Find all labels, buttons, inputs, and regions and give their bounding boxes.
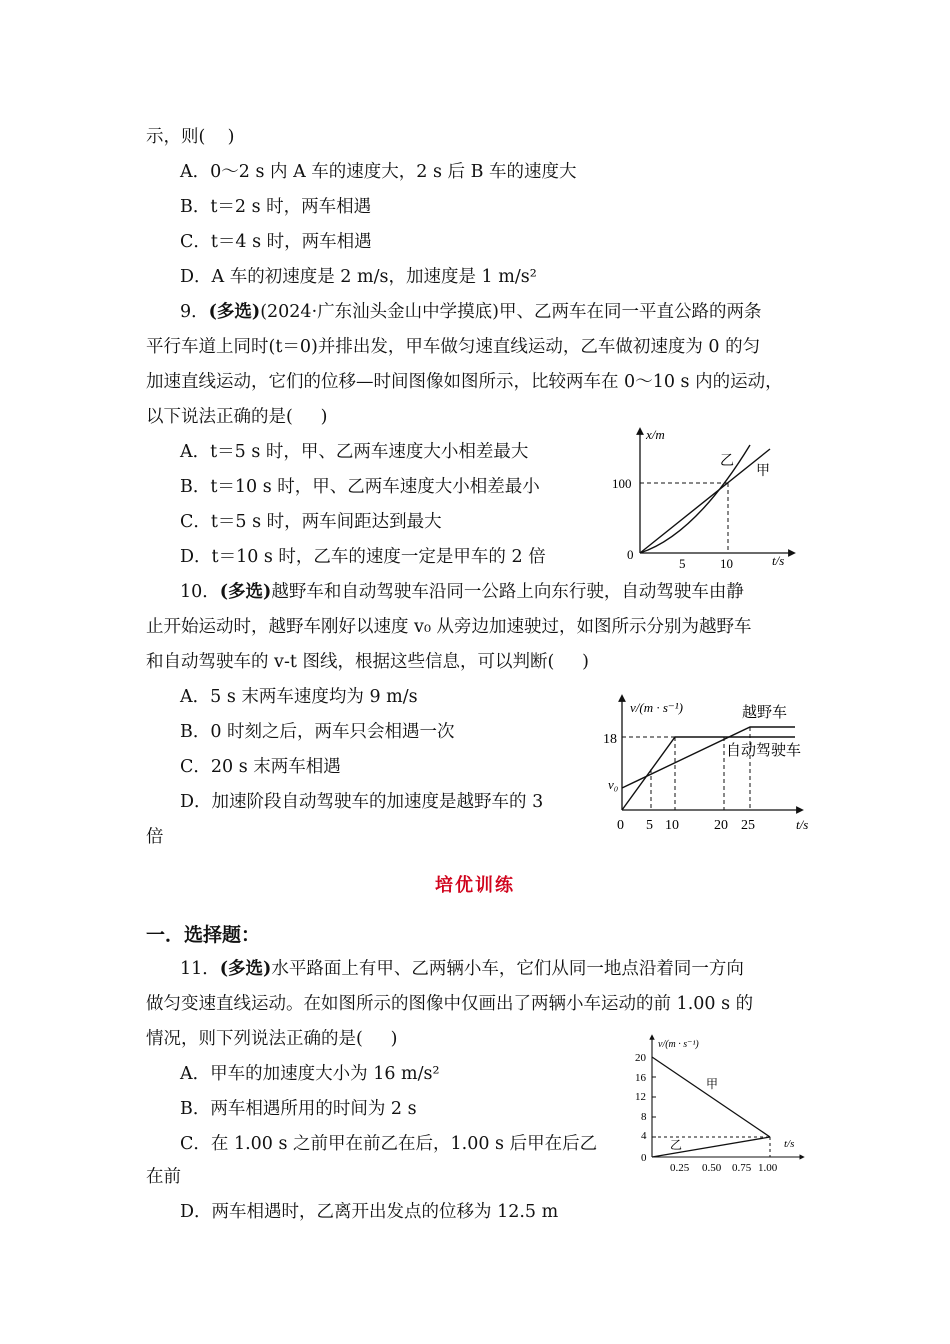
q11-stem-line3: 情况，则下列说法正确的是( ) (146, 1029, 398, 1049)
q11-option-b: B．两车相遇所用的时间为 2 s (180, 1099, 417, 1119)
fig3-xtick-050: 0.50 (702, 1162, 722, 1173)
q10-multi-tag: (多选) (219, 582, 272, 602)
q10-option-a: A．5 s 末两车速度均为 9 m/s (180, 687, 418, 707)
fig2-ytick-18: 18 (603, 732, 617, 747)
q11-option-d: D．两车相遇时，乙离开出发点的位移为 12.5 m (180, 1202, 559, 1222)
figure-vt-small-graph (630, 1033, 810, 1173)
fig3-ytick-12: 12 (635, 1091, 646, 1103)
fig2-xtick-20: 20 (714, 818, 728, 833)
fig2-xtick-10: 10 (665, 818, 679, 833)
fig3-xtick-025: 0.25 (670, 1162, 690, 1173)
section-title: 培优训练 (435, 875, 515, 896)
q9-stem-line3: 加速直线运动，它们的位移—时间图像如图所示，比较两车在 0～10 s 内的运动， (146, 372, 783, 392)
fig2-xtick-25: 25 (741, 818, 755, 833)
q10-number: 10． (180, 582, 220, 602)
q11-stem-text: 水平路面上有甲、乙两辆小车，它们从同一地点沿着同一方向 (271, 959, 744, 979)
q9-stem-line2: 平行车道上同时(t＝0)并排出发，甲车做匀速直线运动，乙车做初速度为 0 的匀 (146, 337, 761, 357)
q10-option-c: C．20 s 末两车相遇 (180, 757, 341, 777)
fig1-xtick-10: 10 (720, 556, 733, 571)
q10-option-d: D．加速阶段自动驾驶车的加速度是越野车的 3 (180, 792, 544, 812)
q9-option-c: C．t＝5 s 时，两车间距达到最大 (180, 512, 442, 532)
fig1-label-jia: 甲 (756, 464, 770, 479)
fig3-label-jia: 甲 (706, 1077, 719, 1091)
q8-option-b: B．t＝2 s 时，两车相遇 (180, 197, 372, 217)
q11-option-c: C．在 1.00 s 之前甲在前乙在后，1.00 s 后甲在后乙 (180, 1134, 598, 1154)
q9-stem-text: (2024·广东汕头金山中学摸底)甲、乙两车在同一平直公路的两条 (260, 302, 762, 322)
fig2-ylabel: v/(m · s⁻¹) (630, 700, 683, 715)
fig2-label-auto: 自动驾驶车 (726, 743, 802, 759)
q11-multi-tag: (多选) (219, 959, 272, 979)
q10-stem-line2: 止开始运动时，越野车刚好以速度 v₀ 从旁边加速驶过，如图所示分别为越野车 (146, 617, 752, 637)
fig2-xtick-0: 0 (617, 818, 624, 833)
q10-stem-line1 (180, 580, 744, 604)
fig2-label-offroad: 越野车 (742, 705, 788, 721)
q8-option-a: A．0～2 s 内 A 车的速度大，2 s 后 B 车的速度大 (180, 162, 577, 182)
q8-option-c: C．t＝4 s 时，两车相遇 (180, 232, 372, 252)
fig1-ylabel: x/m (646, 427, 665, 442)
fig3-ytick-16: 16 (635, 1072, 646, 1084)
q11-stem-line1 (180, 957, 744, 981)
q9-option-b: B．t＝10 s 时，甲、乙两车速度大小相差最小 (180, 477, 540, 497)
fig1-label-yi: 乙 (720, 454, 734, 469)
q10-option-d-cont: 倍 (146, 827, 164, 847)
fig1-xlabel: t/s (772, 553, 785, 568)
q11-option-a: A．甲车的加速度大小为 16 m/s² (180, 1064, 440, 1084)
q10-option-b: B．0 时刻之后，两车只会相遇一次 (180, 722, 455, 742)
q9-stem-line1 (180, 300, 761, 324)
fig3-series-jia (652, 1057, 770, 1137)
fig2-xtick-5: 5 (646, 818, 653, 833)
figure-xt-graph (600, 425, 810, 575)
fig1-xtick-0: 0 (627, 547, 634, 562)
q10-stem-line3: 和自动驾驶车的 v-t 图线，根据这些信息，可以判断( ) (146, 652, 589, 672)
fig2-ytick-v0: v₀ (608, 777, 619, 792)
q8-option-d: D．A 车的初速度是 2 m/s，加速度是 1 m/s² (180, 267, 537, 287)
q9-option-a: A．t＝5 s 时，甲、乙两车速度大小相差最大 (180, 442, 529, 462)
q10-stem-text: 越野车和自动驾驶车沿同一公路上向东行驶，自动驾驶车由静 (271, 582, 744, 602)
fig3-ytick-4: 4 (641, 1130, 647, 1142)
q11-stem-line2: 做匀变速直线运动。在如图所示的图像中仅画出了两辆小车运动的前 1.00 s 的 (146, 994, 754, 1014)
q11-option-c-cont: 在前 (146, 1167, 181, 1187)
q9-number: 9． (180, 302, 209, 322)
q9-option-d: D．t＝10 s 时，乙车的速度一定是甲车的 2 倍 (180, 547, 546, 567)
fig3-ytick-0: 0 (641, 1152, 647, 1164)
fig3-label-yi: 乙 (670, 1138, 683, 1152)
q9-multi-tag: (多选) (208, 302, 261, 322)
figure-vt-graph (600, 692, 820, 837)
section-heading: 一．选择题： (146, 924, 261, 946)
fig3-xlabel: t/s (784, 1138, 795, 1150)
fig3-ytick-20: 20 (635, 1052, 646, 1064)
fig1-series-jia (640, 449, 770, 553)
q8-stem-tail: 示，则( ) (146, 127, 235, 147)
fig3-ytick-8: 8 (641, 1111, 647, 1123)
fig1-ytick-100: 100 (612, 476, 632, 491)
fig3-xtick-075: 0.75 (732, 1162, 752, 1173)
q9-stem-line4: 以下说法正确的是( ) (146, 407, 328, 427)
fig3-xtick-100: 1.00 (758, 1162, 778, 1173)
fig3-ylabel: v/(m · s⁻¹) (658, 1039, 699, 1050)
fig1-xtick-5: 5 (679, 556, 686, 571)
q11-number: 11． (180, 959, 220, 979)
fig2-xlabel: t/s (796, 817, 809, 832)
